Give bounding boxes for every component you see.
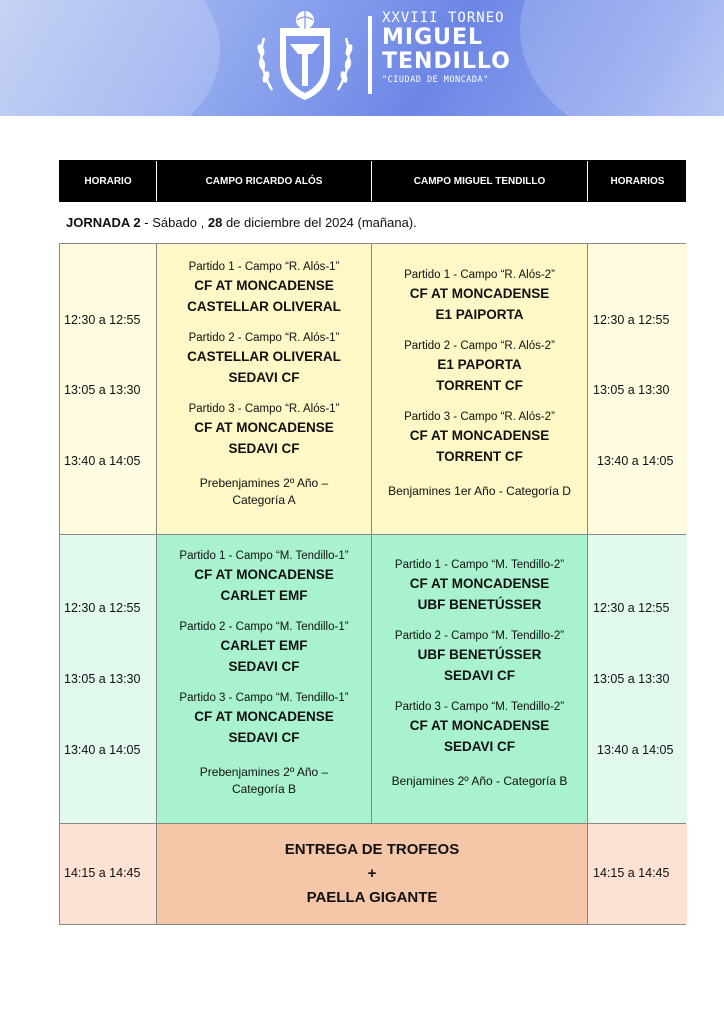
category-line-1: Prebenjamines 2º Año – [199, 476, 329, 490]
schedule-block-final [60, 823, 685, 924]
category-label [157, 764, 371, 798]
field-miguel-tendillo-games [371, 244, 587, 534]
category-line-2: Categoría A [232, 493, 296, 507]
team-home: CASTELLAR OLIVERAL [187, 349, 341, 364]
team-away: SEDAVI CF [443, 739, 515, 754]
time-slot-1: 12:30 a 12:55 [593, 313, 670, 327]
jornada-date-post: de diciembre del 2024 (mañana). [222, 215, 417, 230]
title-city: "CIUDAD DE MONCADA" [382, 75, 489, 85]
team-away: SEDAVI CF [228, 730, 300, 745]
team-home: CF AT MONCADENSE [194, 567, 334, 582]
match-card [157, 549, 371, 606]
final-time-left: 14:15 a 14:45 [64, 866, 141, 880]
team-away: UBF BENETÚSSER [417, 597, 542, 612]
title-edition: XXVIII TORNEO [382, 10, 505, 26]
match-label: Partido 1 - Campo “R. Alós-2” [404, 269, 555, 281]
team-away: CASTELLAR OLIVERAL [187, 299, 341, 314]
match-card [372, 339, 587, 396]
column-header-row [59, 160, 686, 202]
match-card [157, 691, 371, 748]
jornada-date-pre: - Sábado , [140, 215, 208, 230]
time-slot-3: 13:40 a 14:05 [64, 743, 141, 757]
match-card [157, 620, 371, 677]
team-home: E1 PAPORTA [437, 357, 522, 372]
match-label: Partido 2 - Campo “R. Alós-2” [404, 340, 555, 352]
match-label: Partido 3 - Campo “M. Tendillo-1” [179, 692, 349, 704]
column-header-campo-miguel-tendillo: CAMPO MIGUEL TENDILLO [371, 161, 587, 201]
time-slot-3: 13:40 a 14:05 [597, 454, 674, 468]
time-slot-1: 12:30 a 12:55 [593, 601, 670, 615]
column-header-horario: HORARIO [84, 175, 132, 187]
time-column-right [587, 244, 687, 534]
match-label: Partido 1 - Campo “R. Alós-1” [188, 261, 340, 273]
match-label: Partido 1 - Campo “M. Tendillo-1” [179, 550, 349, 562]
time-slot-2: 13:05 a 13:30 [64, 672, 141, 686]
match-card [372, 268, 587, 325]
tournament-title [366, 10, 511, 85]
schedule-table [59, 243, 686, 925]
time-column-right [587, 824, 687, 924]
category-label: Benjamines 1er Año - Categoría D [388, 484, 571, 498]
field-ricardo-alos-games [156, 535, 371, 823]
time-column-right [587, 535, 687, 823]
plus-text: + [367, 865, 377, 882]
time-slot-3: 13:40 a 14:05 [64, 454, 141, 468]
header-banner [0, 0, 724, 116]
team-home: CF AT MONCADENSE [409, 718, 550, 733]
title-name-first: MIGUEL [382, 25, 484, 50]
team-home: CF AT MONCADENSE [409, 576, 550, 591]
time-column-left [60, 244, 156, 534]
match-label: Partido 2 - Campo “M. Tendillo-2” [394, 630, 565, 642]
match-card [157, 260, 371, 317]
time-slot-2: 13:05 a 13:30 [593, 383, 670, 397]
final-time-right: 14:15 a 14:45 [593, 866, 670, 880]
match-label: Partido 3 - Campo “R. Alós-1” [188, 403, 340, 415]
team-away: E1 PAIPORTA [435, 307, 524, 322]
time-column-left [60, 535, 156, 823]
match-card [372, 410, 587, 467]
team-away: TORRENT CF [436, 449, 523, 464]
team-home: CF AT MONCADENSE [194, 709, 334, 724]
match-card [372, 700, 587, 757]
match-label: Partido 1 - Campo “M. Tendillo-2” [394, 559, 565, 571]
field-miguel-tendillo-games [371, 535, 587, 823]
jornada-heading [66, 215, 417, 230]
team-away: CARLET EMF [220, 588, 308, 603]
match-card [372, 629, 587, 686]
column-header-horarios: HORARIOS [587, 161, 687, 201]
team-home: CARLET EMF [220, 638, 308, 653]
jornada-day: 28 [207, 215, 223, 230]
team-home: CF AT MONCADENSE [194, 420, 334, 435]
category-label: Benjamines 2º Año - Categoría B [391, 774, 568, 788]
time-slot-1: 12:30 a 12:55 [64, 601, 141, 615]
paella-text: PAELLA GIGANTE [306, 889, 438, 906]
team-home: CF AT MONCADENSE [194, 278, 334, 293]
category-line-1: Prebenjamines 2º Año – [199, 765, 329, 779]
team-home: CF AT MONCADENSE [409, 428, 550, 443]
category-line-2: Categoría B [231, 782, 297, 796]
match-label: Partido 2 - Campo “R. Alós-1” [188, 332, 340, 344]
match-label: Partido 3 - Campo “R. Alós-2” [404, 411, 555, 423]
time-column-left [60, 824, 156, 924]
time-slot-2: 13:05 a 13:30 [593, 672, 670, 686]
team-away: SEDAVI CF [228, 659, 300, 674]
match-card [157, 331, 371, 388]
team-home: CF AT MONCADENSE [409, 286, 550, 301]
team-away: SEDAVI CF [443, 668, 515, 683]
team-away: SEDAVI CF [228, 441, 300, 456]
team-home: UBF BENETÚSSER [417, 647, 542, 662]
match-card [157, 402, 371, 459]
match-label: Partido 3 - Campo “M. Tendillo-2” [394, 701, 565, 713]
category-label [157, 475, 371, 509]
time-slot-1: 12:30 a 12:55 [64, 313, 141, 327]
tournament-crest-logo [250, 8, 360, 108]
schedule-block-2 [60, 534, 685, 823]
team-away: TORRENT CF [436, 378, 523, 393]
match-label: Partido 2 - Campo “M. Tendillo-1” [179, 621, 349, 633]
title-name-last: TENDILLO [382, 49, 511, 74]
match-card [372, 558, 587, 615]
trophy-ceremony-text: ENTREGA DE TROFEOS [284, 841, 460, 858]
time-slot-2: 13:05 a 13:30 [64, 383, 141, 397]
column-header-campo-ricardo-alos: CAMPO RICARDO ALÓS [156, 161, 371, 201]
jornada-label: JORNADA 2 [66, 215, 141, 230]
trophy-ceremony-cell [156, 824, 587, 924]
time-slot-3: 13:40 a 14:05 [597, 743, 674, 757]
team-away: SEDAVI CF [228, 370, 300, 385]
field-ricardo-alos-games [156, 244, 371, 534]
schedule-block-1 [60, 244, 685, 534]
